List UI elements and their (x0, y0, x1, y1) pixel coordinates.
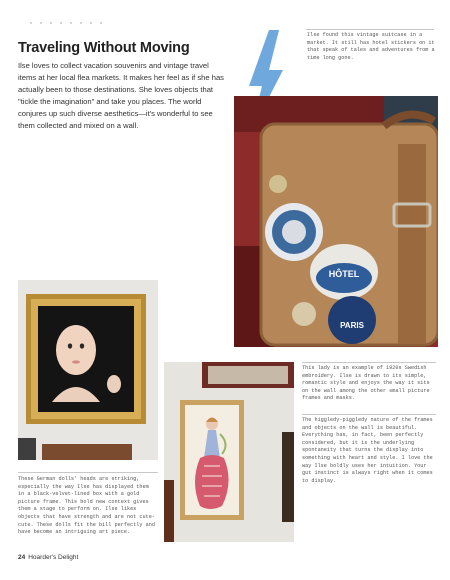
caption-rule (18, 472, 158, 473)
dolls-photo (18, 280, 158, 460)
caption-dolls: These German dolls' heads are striking, especially the way Ilse has displayed them in a black-velvet-lined box with a gold picture frame. This bold new context gives them a stage to perform on. Ilse likes objects that have strength and are not cute-cute. These dolls fit the bill perfectly and have become an intriguing art piece. (18, 476, 155, 536)
running-title: Hoarder's Delight (28, 554, 79, 561)
page-folio (18, 554, 78, 561)
caption-suitcase: Ilse found this vintage suitcase in a market. It still has hotel stickers on it that speak of tales and adventures from a time long gone. (307, 32, 435, 61)
page-number: 24 (18, 554, 26, 561)
caption-rule (306, 29, 434, 30)
embroidery-photo (164, 362, 294, 542)
suitcase-photo (234, 96, 438, 347)
caption-higgledy-piggledy: The higgledy-piggledy nature of the frames and objects on the wall is beautiful. Everything has, in fact, been perfectly considered, but it is the underlying spontaneity that turns the display into something with heart and style. I love the way Ilse boldly uses her intuition. Your gut instinct is always right when it comes to display. (302, 417, 433, 484)
sticker-hotel-text: HÔTEL (328, 269, 360, 279)
sticker-paris-text: PARIS (340, 321, 364, 330)
caption-rule (302, 362, 436, 363)
page-title: Traveling Without Moving (18, 40, 190, 56)
intro-paragraph: Ilse loves to collect vacation souvenirs and vintage travel items at her local flea markets. It makes her feel as if she has actually been to those destinations. She loves objects that "tickle the imagination" and take you places. The world conjures up such diverse aesthetics—it's wonderful to see them collected and mixed on a wall. (18, 61, 224, 131)
caption-rule (302, 414, 436, 415)
caption-embroidery: This lady is an example of 1920s Swedish embroidery. Ilse is drawn to its simple, romantic style and enjoys the way it sits on the wall among the other small picture frames and masks. (302, 365, 430, 402)
